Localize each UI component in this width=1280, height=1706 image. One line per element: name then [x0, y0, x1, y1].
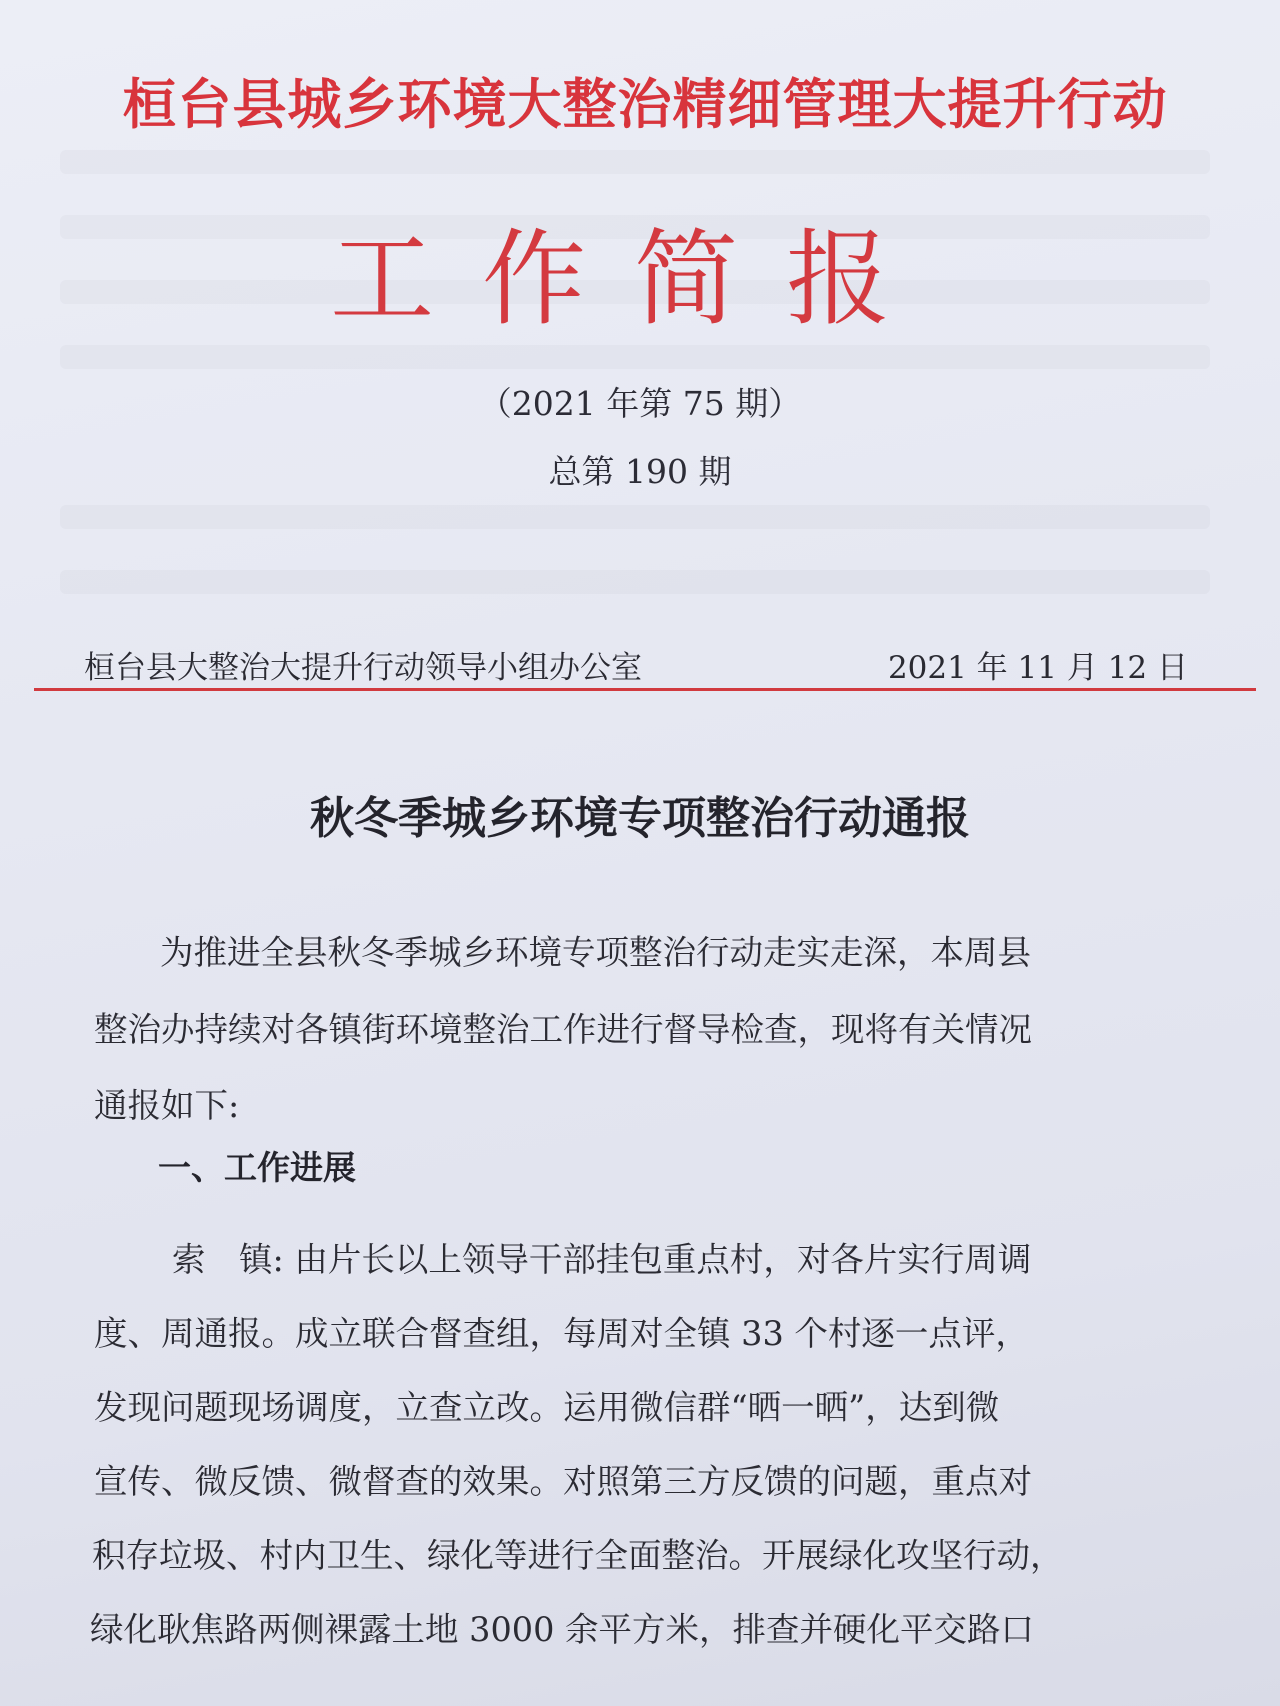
section-line: 发现问题现场调度，立查立改。运用微信群“晒一晒”，达到微	[94, 1388, 1000, 1427]
intro-line: 通报如下:	[94, 1086, 240, 1125]
intro-line: 为推进全县秋冬季城乡环境专项整治行动走实走深，本周县	[160, 933, 1031, 972]
section-heading: 一、工作进展	[158, 1148, 356, 1187]
section-line: 绿化耿焦路两侧裸露土地 3000 余平方米，排查并硬化平交路口	[90, 1610, 1035, 1649]
section-line: 索 镇: 由片长以上领导干部挂包重点村，对各片实行周调	[172, 1240, 1032, 1279]
document-title: 秋冬季城乡环境专项整治行动通报	[310, 793, 970, 844]
bleed-through-band	[60, 345, 1210, 369]
org-title: 桓台县城乡环境大整治精细管理大提升行动	[122, 73, 1168, 136]
issuer: 桓台县大整治大提升行动领导小组办公室	[84, 650, 642, 686]
bleed-through-band	[60, 570, 1210, 594]
section-line: 宣传、微反馈、微督查的效果。对照第三方反馈的问题，重点对	[94, 1462, 1032, 1501]
section-line: 积存垃圾、村内卫生、绿化等进行全面整治。开展绿化攻坚行动，	[92, 1536, 1064, 1575]
bleed-through-band	[60, 505, 1210, 529]
red-divider-line	[34, 688, 1256, 691]
intro-line: 整治办持续对各镇街环境整治工作进行督导检查，现将有关情况	[94, 1010, 1032, 1049]
bleed-through-band	[60, 150, 1210, 174]
bulletin-title: 工作简报	[330, 218, 939, 340]
issue-date: 2021 年 11 月 12 日	[887, 650, 1188, 686]
total-issue-number: 总第 190 期	[548, 452, 732, 491]
section-line: 度、周通报。成立联合督查组，每周对全镇 33 个村逐一点评，	[94, 1314, 1029, 1353]
issue-number: （2021 年第 75 期）	[478, 384, 802, 423]
